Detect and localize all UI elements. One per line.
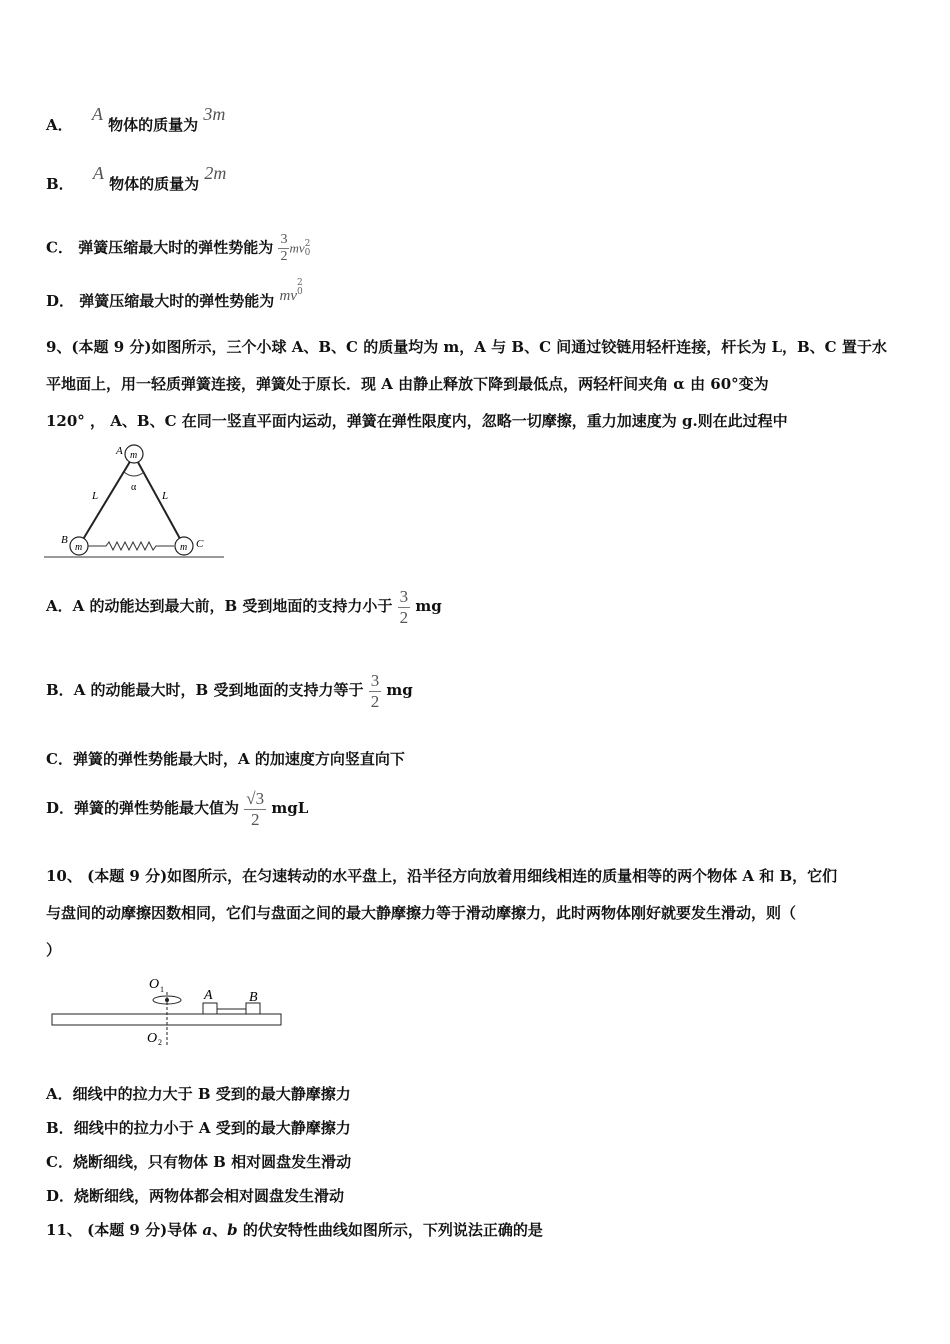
fraction-num: 3 bbox=[280, 232, 288, 247]
label-o2: O bbox=[147, 1031, 158, 1046]
q8-option-d[interactable] bbox=[46, 278, 303, 312]
option-text: 烧断细线，只有物体 B 相对圆盘发生滑动 bbox=[72, 1153, 352, 1171]
option-text: 弹簧压缩最大时的弹性势能为 bbox=[79, 292, 275, 310]
q8-option-a[interactable] bbox=[46, 104, 226, 135]
energy-expr: mv bbox=[279, 288, 297, 304]
q10-stem bbox=[46, 858, 908, 969]
mass-label-c: m bbox=[180, 542, 188, 553]
unit: mg bbox=[415, 597, 442, 615]
fraction bbox=[369, 671, 382, 712]
option-text: 弹簧的弹性势能最大值为 bbox=[74, 799, 240, 817]
angle-arc bbox=[124, 472, 144, 476]
option-label: A． bbox=[46, 597, 73, 615]
fraction-num: √3 bbox=[246, 788, 265, 808]
option-text: 弹簧的弹性势能最大时，A 的加速度方向竖直向下 bbox=[72, 750, 405, 768]
fraction bbox=[278, 232, 289, 265]
label-a: A bbox=[116, 445, 123, 457]
axis-point bbox=[165, 998, 169, 1002]
label-o1-sub: 1 bbox=[160, 985, 164, 994]
option-label: C． bbox=[46, 238, 73, 257]
option-label: C． bbox=[46, 1153, 73, 1171]
q10-stem-line-1: 10、 (本题 9 分)如图所示，在匀速转动的水平盘上，沿半径方向放着用细线相连的质量相等的两个物体 A 和 B，它们 bbox=[46, 867, 838, 885]
option-label: D． bbox=[46, 799, 75, 817]
q11-stem-post: 的伏安特性曲线如图所示，下列说法正确的是 bbox=[237, 1221, 543, 1239]
mass-label-a: m bbox=[130, 450, 138, 461]
q9-stem-line-2: 平地面上，用一轻质弹簧连接，弹簧处于原长．现 A 由静止释放下降到最低点，两轻杆间夹角 α 由 60°变为 bbox=[46, 375, 769, 393]
spring bbox=[88, 542, 174, 550]
fraction bbox=[244, 789, 266, 830]
q10-option-a[interactable] bbox=[46, 1084, 351, 1104]
subscript: 0 bbox=[297, 287, 303, 297]
rod-label-right: L bbox=[162, 490, 169, 502]
label-b: B bbox=[61, 534, 68, 546]
conductor-b: b bbox=[227, 1221, 238, 1239]
var-a: A bbox=[92, 163, 104, 183]
unit: mg bbox=[386, 681, 413, 699]
fraction-den: 2 bbox=[250, 809, 260, 829]
exponent: 2 bbox=[297, 278, 303, 288]
option-label: A． bbox=[46, 116, 73, 134]
subscript: 0 bbox=[304, 247, 311, 258]
q10-stem-line-2: 与盘间的动摩擦因数相同，它们与盘面之间的最大静摩擦力等于滑动摩擦力，此时两物体刚好就要发生滑动，则（ bbox=[46, 904, 797, 922]
var-a: A bbox=[91, 104, 103, 124]
q9-option-a[interactable] bbox=[46, 586, 442, 626]
q10-option-c[interactable] bbox=[46, 1152, 351, 1172]
label-c: C bbox=[196, 538, 204, 550]
q10-stem-line-3: ） bbox=[46, 941, 62, 959]
option-text: 弹簧压缩最大时的弹性势能为 bbox=[78, 238, 274, 257]
energy-expr: mv bbox=[289, 240, 305, 256]
fraction-num: 3 bbox=[399, 586, 409, 606]
rod-ac bbox=[134, 455, 184, 546]
fraction-den: 2 bbox=[399, 607, 409, 627]
mass-label-b: m bbox=[75, 542, 83, 553]
fraction-den: 2 bbox=[280, 249, 288, 264]
option-text: 烧断细线，两物体都会相对圆盘发生滑动 bbox=[74, 1187, 345, 1205]
label-b: B bbox=[249, 990, 258, 1005]
option-label: B． bbox=[46, 681, 74, 699]
exponent: 2 bbox=[304, 238, 311, 249]
q9-option-b[interactable] bbox=[46, 670, 413, 710]
rod-ab bbox=[79, 455, 134, 546]
q9-option-c[interactable] bbox=[46, 749, 405, 769]
q11-stem bbox=[46, 1220, 543, 1240]
q8-option-c[interactable] bbox=[46, 232, 310, 265]
q10-option-b[interactable] bbox=[46, 1118, 351, 1138]
q9-option-d[interactable] bbox=[46, 788, 308, 828]
mass-value: 2m bbox=[204, 163, 227, 183]
unit: mgL bbox=[271, 799, 309, 817]
q9-stem-line-1: 9、(本题 9 分)如图所示，三个小球 A、B、C 的质量均为 m，A 与 B、C 间通过铰链用轻杆连接，杆长为 L，B、C 置于水 bbox=[46, 338, 887, 356]
q8-option-b[interactable] bbox=[46, 163, 227, 194]
option-text: 物体的质量为 bbox=[108, 116, 199, 134]
fraction-num: 3 bbox=[370, 670, 380, 690]
fraction bbox=[398, 587, 411, 628]
q10-disk-figure bbox=[50, 972, 286, 1050]
option-label: A． bbox=[46, 1085, 73, 1103]
option-text: 物体的质量为 bbox=[109, 175, 200, 193]
label-o1: O bbox=[149, 977, 160, 992]
label-o2-sub: 2 bbox=[158, 1038, 162, 1047]
label-a: A bbox=[204, 988, 213, 1003]
option-text: 细线中的拉力小于 A 受到的最大静摩擦力 bbox=[73, 1119, 351, 1137]
fraction-den: 2 bbox=[370, 691, 380, 711]
q11-stem-pre: 11、 (本题 9 分)导体 bbox=[46, 1221, 203, 1239]
option-label: D． bbox=[46, 1187, 75, 1205]
option-label: C． bbox=[46, 750, 73, 768]
q9-stem-line-3: 120° ， A、B、C 在同一竖直平面内运动，弹簧在弹性限度内，忽略一切摩擦，重力加速度为 g.则在此过程中 bbox=[46, 412, 788, 430]
q11-sep: 、 bbox=[212, 1221, 228, 1239]
mass-value: 3m bbox=[203, 104, 226, 124]
option-label: D． bbox=[46, 292, 75, 310]
option-label: B． bbox=[46, 175, 74, 193]
option-text: A 的动能最大时，B 受到地面的支持力等于 bbox=[73, 681, 364, 699]
q10-option-d[interactable] bbox=[46, 1186, 344, 1206]
angle-label: α bbox=[131, 482, 137, 493]
rod-label-left: L bbox=[92, 490, 99, 502]
block-a bbox=[203, 1003, 217, 1014]
q9-triangle-figure bbox=[44, 440, 226, 562]
option-label: B． bbox=[46, 1119, 74, 1137]
q9-stem bbox=[46, 329, 908, 440]
option-text: 细线中的拉力大于 B 受到的最大静摩擦力 bbox=[72, 1085, 351, 1103]
conductor-a: a bbox=[202, 1221, 213, 1239]
option-text: A 的动能达到最大前，B 受到地面的支持力小于 bbox=[72, 597, 393, 615]
